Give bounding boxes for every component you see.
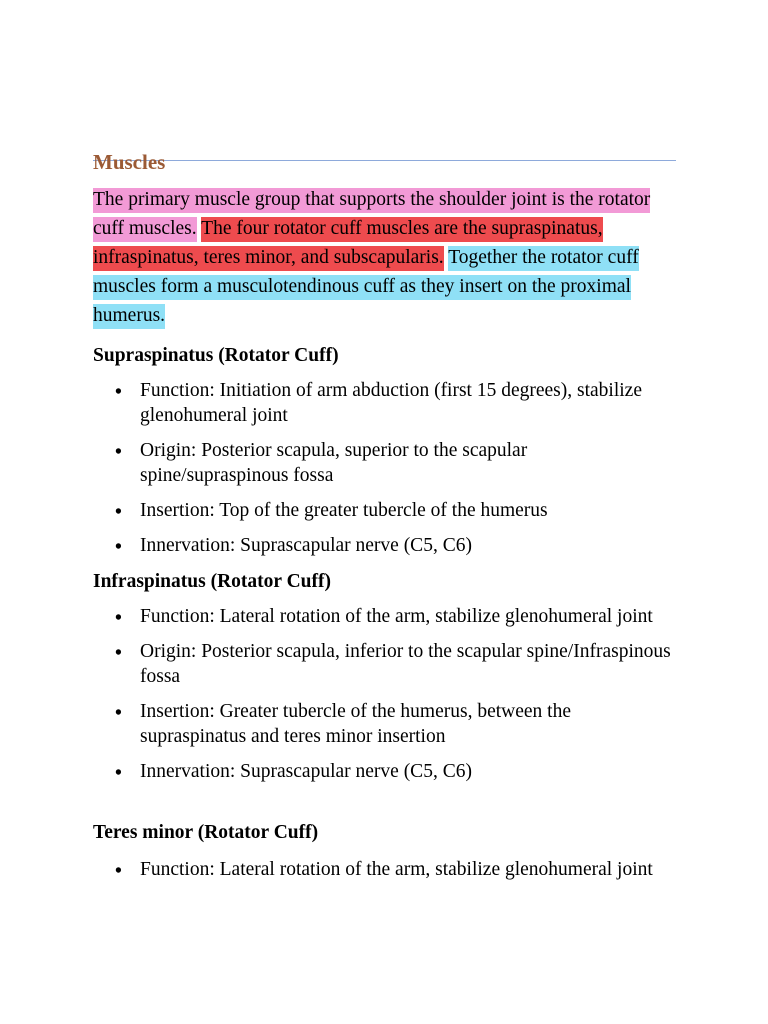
bullet-icon: • bbox=[115, 502, 122, 523]
list-item-text: Function: Lateral rotation of the arm, stabilize glenohumeral joint bbox=[140, 606, 653, 627]
list-item-text: Innervation: Suprascapular nerve (C5, C6) bbox=[140, 761, 472, 782]
intro-sentence-1: The primary muscle group that supports the shoulder joint is the rotator cuff muscles. bbox=[93, 188, 650, 242]
list-item-text: Origin: Posterior scapula, inferior to the scapular spine/Infraspinous fossa bbox=[140, 641, 671, 687]
list-item-text: Innervation: Suprascapular nerve (C5, C6) bbox=[140, 535, 472, 556]
list-item-text: Insertion: Top of the greater tubercle of the humerus bbox=[140, 500, 548, 521]
teres-minor-list bbox=[93, 857, 678, 892]
list-item-text: Function: Initiation of arm abduction (first 15 degrees), stabilize glenohumeral joint bbox=[140, 380, 642, 426]
list-item bbox=[93, 604, 678, 629]
teres-minor-title: Teres minor (Rotator Cuff) bbox=[93, 822, 319, 843]
list-item bbox=[93, 438, 678, 488]
list-item bbox=[93, 759, 678, 784]
bullet-icon: • bbox=[115, 442, 122, 463]
list-item-text: Origin: Posterior scapula, superior to the scapular spine/supraspinous fossa bbox=[140, 440, 528, 486]
bullet-icon: • bbox=[115, 382, 122, 403]
bullet-icon: • bbox=[115, 763, 122, 784]
section-heading: Muscles bbox=[93, 150, 166, 174]
infraspinatus-title: Infraspinatus (Rotator Cuff) bbox=[93, 571, 331, 592]
bullet-icon: • bbox=[115, 537, 122, 558]
list-item bbox=[93, 498, 678, 523]
heading-row bbox=[93, 148, 676, 176]
bullet-icon: • bbox=[115, 608, 122, 629]
infraspinatus-list bbox=[93, 604, 678, 794]
bullet-icon: • bbox=[115, 643, 122, 664]
heading-rule bbox=[93, 160, 676, 161]
list-item-text: Function: Lateral rotation of the arm, stabilize glenohumeral joint bbox=[140, 859, 653, 880]
list-item bbox=[93, 378, 678, 428]
intro-paragraph bbox=[93, 185, 678, 330]
list-item-text: Insertion: Greater tubercle of the humerus, between the supraspinatus and teres minor insertion bbox=[140, 701, 571, 747]
supraspinatus-title: Supraspinatus (Rotator Cuff) bbox=[93, 345, 339, 366]
supraspinatus-list bbox=[93, 378, 678, 568]
intro-sentence-3: Together the rotator cuff muscles form a musculotendinous cuff as they insert on the proximal humerus. bbox=[93, 246, 639, 329]
bullet-icon: • bbox=[115, 861, 122, 882]
list-item bbox=[93, 857, 678, 882]
list-item bbox=[93, 533, 678, 558]
list-item bbox=[93, 639, 678, 689]
bullet-icon: • bbox=[115, 703, 122, 724]
list-item bbox=[93, 699, 678, 749]
intro-sentence-2: The four rotator cuff muscles are the supraspinatus, infraspinatus, teres minor, and subscapularis. bbox=[93, 217, 603, 271]
